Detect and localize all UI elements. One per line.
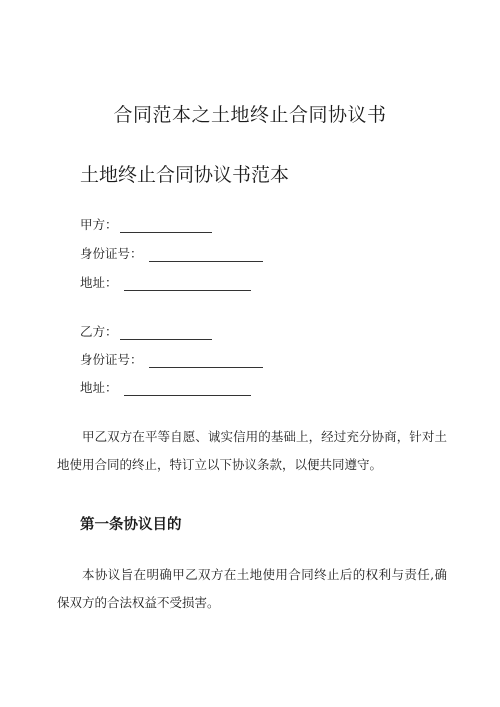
- article-1-body: 本协议旨在明确甲乙双方在土地使用合同终止后的权利与责任,确保双方的合法权益不受损害。: [57, 567, 447, 610]
- party-a-name-field: [80, 215, 212, 233]
- party-b-name-field: [80, 322, 212, 340]
- party-b-id-field: [80, 350, 263, 368]
- party-a-id-blank: [149, 251, 263, 262]
- party-a-id-field: [80, 244, 263, 262]
- party-b-address-blank: [124, 385, 251, 396]
- party-b-id-blank: [149, 357, 263, 368]
- party-a-address-blank: [124, 280, 251, 291]
- party-b-address-field: [80, 378, 251, 396]
- party-a-address-field: [80, 273, 251, 291]
- party-b-address-label: 地址：: [80, 380, 118, 395]
- document-title: 合同范本之土地终止合同协议书: [113, 104, 387, 126]
- document-subtitle: 土地终止合同协议书范本: [80, 164, 290, 186]
- party-b-name-blank: [120, 329, 212, 340]
- article-1-title: 第一条协议目的: [80, 517, 182, 533]
- party-a-name-blank: [120, 222, 212, 233]
- preamble-paragraph: 甲乙双方在平等自愿、诚实信用的基础上，经过充分协商，针对土地使用合同的终止，特订立以下协议条款，以便共同遵守。: [57, 429, 447, 472]
- party-b-name-label: 乙方：: [80, 324, 118, 339]
- party-a-id-label: 身份证号：: [80, 246, 143, 261]
- party-b-id-label: 身份证号：: [80, 352, 143, 367]
- party-a-address-label: 地址：: [80, 275, 118, 290]
- party-a-name-label: 甲方：: [80, 217, 118, 232]
